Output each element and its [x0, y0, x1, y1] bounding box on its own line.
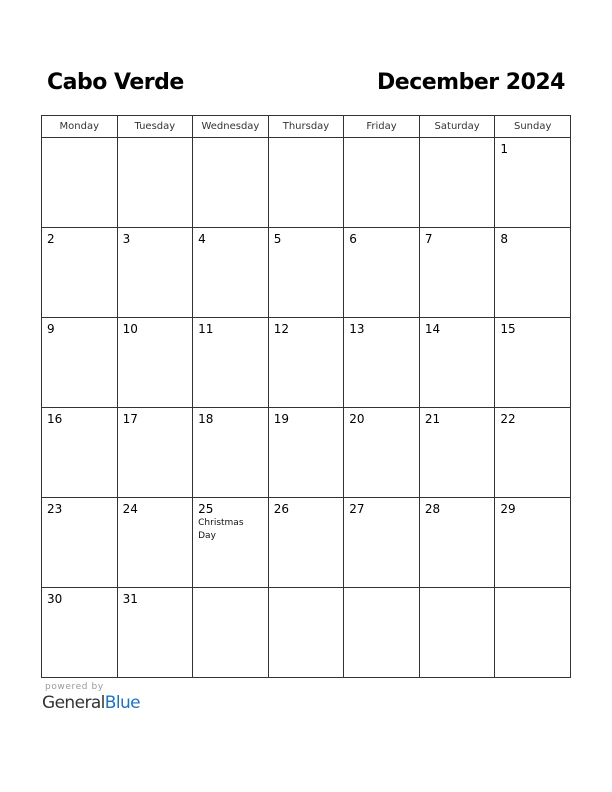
day-cell — [117, 498, 193, 588]
day-cell — [117, 228, 193, 318]
week-row — [42, 138, 571, 228]
day-cell — [419, 588, 495, 678]
day-number: 19 — [273, 412, 289, 426]
day-number: 30 — [47, 592, 63, 606]
week-row — [42, 588, 571, 678]
day-cell — [268, 408, 344, 498]
day-cell — [419, 408, 495, 498]
weekday-header: Wednesday — [193, 116, 269, 138]
day-number: 7 — [424, 232, 433, 246]
day-number: 22 — [500, 412, 516, 426]
weekday-header: Tuesday — [117, 116, 193, 138]
weekday-header-row — [42, 116, 571, 138]
day-number: 15 — [500, 322, 516, 336]
day-cell — [419, 318, 495, 408]
day-cell — [495, 408, 571, 498]
day-cell — [344, 138, 420, 228]
day-cell — [495, 498, 571, 588]
day-cell — [42, 318, 118, 408]
day-number: 23 — [47, 502, 63, 516]
brand-logo — [42, 693, 140, 713]
day-cell — [193, 588, 269, 678]
month-year-title: December 2024 — [377, 70, 565, 95]
day-cell — [117, 318, 193, 408]
day-cell — [268, 318, 344, 408]
day-cell — [268, 228, 344, 318]
day-number: 25 — [198, 502, 214, 516]
week-row — [42, 408, 571, 498]
day-number: 10 — [122, 322, 138, 336]
week-row — [42, 318, 571, 408]
day-number: 17 — [122, 412, 138, 426]
day-number: 14 — [424, 322, 441, 336]
day-cell — [268, 588, 344, 678]
day-cell — [495, 588, 571, 678]
day-cell — [117, 408, 193, 498]
day-cell — [344, 498, 420, 588]
day-number: 8 — [500, 232, 509, 246]
brand-blue: Blue — [104, 693, 141, 713]
weekday-header: Sunday — [495, 116, 571, 138]
day-cell — [42, 588, 118, 678]
day-cell — [42, 228, 118, 318]
country-title: Cabo Verde — [47, 70, 184, 95]
day-cell — [42, 138, 118, 228]
day-cell — [495, 228, 571, 318]
day-cell — [419, 138, 495, 228]
weekday-header: Thursday — [268, 116, 344, 138]
day-number: 31 — [122, 592, 138, 606]
day-cell — [42, 498, 118, 588]
day-number: 28 — [424, 502, 441, 516]
calendar-table — [41, 115, 571, 678]
day-cell — [193, 318, 269, 408]
day-number: 3 — [122, 232, 131, 246]
day-number: 12 — [273, 322, 289, 336]
week-row — [42, 228, 571, 318]
day-number: 27 — [349, 502, 365, 516]
day-number: 21 — [424, 412, 441, 426]
day-number: 9 — [47, 322, 55, 336]
day-number: 4 — [198, 232, 206, 246]
day-number: 24 — [122, 502, 138, 516]
day-cell — [268, 498, 344, 588]
day-number: 13 — [349, 322, 365, 336]
day-cell — [42, 408, 118, 498]
holiday-event: Christmas Day — [198, 518, 244, 541]
day-number: 16 — [47, 412, 63, 426]
day-cell — [117, 138, 193, 228]
week-row — [42, 498, 571, 588]
day-number: 5 — [273, 232, 282, 246]
weekday-header: Monday — [42, 116, 118, 138]
day-cell — [419, 498, 495, 588]
calendar-grid — [41, 115, 571, 673]
day-number: 1 — [500, 142, 509, 156]
weekday-header: Friday — [344, 116, 420, 138]
day-cell — [117, 588, 193, 678]
day-number: 11 — [198, 322, 214, 336]
day-number: 26 — [273, 502, 289, 516]
powered-by-text: powered by — [45, 682, 104, 692]
day-number: 2 — [47, 232, 55, 246]
day-cell — [344, 588, 420, 678]
day-cell — [495, 318, 571, 408]
day-cell — [344, 408, 420, 498]
day-cell — [344, 228, 420, 318]
day-cell — [344, 318, 420, 408]
brand-general: General — [42, 693, 105, 713]
day-cell — [193, 408, 269, 498]
day-cell — [193, 228, 269, 318]
day-number: 6 — [349, 232, 357, 246]
day-number: 18 — [198, 412, 214, 426]
day-cell — [495, 138, 571, 228]
day-number: 29 — [500, 502, 516, 516]
day-cell — [268, 138, 344, 228]
day-cell — [419, 228, 495, 318]
weekday-header: Saturday — [419, 116, 495, 138]
day-cell — [193, 138, 269, 228]
day-number: 20 — [349, 412, 365, 426]
day-cell — [193, 498, 269, 588]
